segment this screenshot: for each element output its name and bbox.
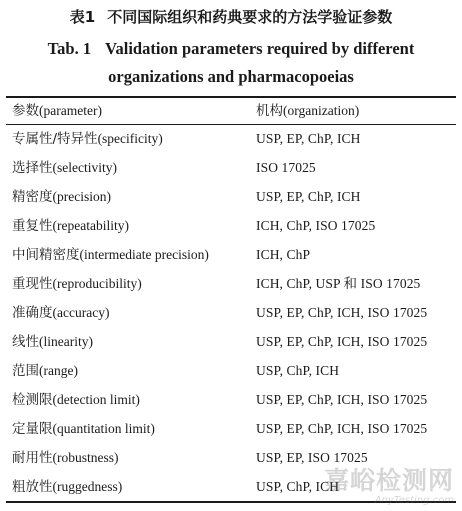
watermark-en: AnyTesting.com (374, 495, 454, 506)
parameter-name-en: (specificity) (97, 131, 163, 146)
parameter-name-en: (selectivity) (52, 160, 117, 175)
header-organization (256, 97, 359, 125)
parameter-name-zh: 重复性 (12, 218, 53, 234)
parameter-name-en: (robustness) (52, 450, 119, 465)
organization-cell: USP, ChP, ICH (256, 363, 340, 378)
table-row (6, 125, 456, 153)
parameter-name-zh: 精密度 (12, 189, 53, 205)
parameter-cell (12, 299, 109, 327)
parameter-name-en: (precision) (52, 189, 111, 204)
parameter-name-zh: 检测限 (12, 392, 53, 408)
table-number-zh: 表1 (69, 8, 96, 26)
parameter-name-zh: 定量限 (12, 421, 53, 437)
header-parameter-en: (parameter) (39, 103, 102, 118)
parameter-name-en: (intermediate precision) (79, 247, 209, 262)
parameter-cell (12, 415, 155, 443)
parameter-name-en: (quantitation limit) (52, 421, 155, 436)
organization-cell: ICH, ChP, ISO 17025 (256, 218, 376, 233)
organization-cell: ICH, ChP (256, 247, 311, 262)
organization-cell: USP, EP, ChP, ICH, ISO 17025 (256, 392, 428, 407)
parameter-name-en: (accuracy) (52, 305, 110, 320)
parameter-cell (12, 328, 93, 356)
parameter-name-zh: 准确度 (12, 305, 53, 321)
organization-cell: USP, EP, ChP, ICH (256, 189, 361, 204)
organization-cell: USP, EP, ChP, ICH, ISO 17025 (256, 421, 428, 436)
table-number-en: Tab. 1 (47, 39, 92, 58)
table-row (6, 212, 456, 240)
table-row (6, 473, 456, 501)
table-row (6, 357, 456, 385)
table-row (6, 386, 456, 414)
table-row (6, 299, 456, 327)
table-row (6, 328, 456, 356)
parameter-cell (12, 473, 122, 501)
header-parameter (12, 97, 102, 125)
parameter-cell (12, 154, 117, 182)
watermark-zh: 嘉峪检测网 (323, 466, 454, 495)
parameter-name-en: (repeatability) (52, 218, 129, 233)
table-row (6, 444, 456, 472)
table-row (6, 241, 456, 269)
parameter-name-zh: 粗放性 (12, 479, 53, 495)
parameter-cell (12, 444, 119, 472)
table-row (6, 183, 456, 211)
parameter-name-zh: 中间精密度 (12, 247, 80, 263)
parameter-name-zh: 线性 (12, 334, 39, 350)
parameter-name-zh: 重现性 (12, 276, 53, 292)
parameter-cell (12, 386, 140, 414)
parameter-name-en: (detection limit) (52, 392, 140, 407)
organization-cell: ICH, ChP, USP 和 ISO 17025 (256, 276, 421, 291)
header-organization-zh: 机构 (256, 103, 283, 119)
table-header-row (6, 97, 456, 125)
parameter-name-zh: 耐用性 (12, 450, 53, 466)
parameter-name-en: (reproducibility) (52, 276, 142, 291)
table-title-en-line1: Validation parameters required by different (105, 39, 415, 58)
parameter-name-en: (linearity) (39, 334, 93, 349)
parameter-name-en: (range) (39, 363, 78, 378)
table-caption-en-line2 (0, 65, 462, 89)
table-row (6, 270, 456, 298)
parameter-name-en: (ruggedness) (52, 479, 123, 494)
table-title-en-line2: organizations and pharmacopoeias (108, 67, 354, 86)
table-caption-en-line1 (0, 37, 462, 61)
parameter-cell (12, 125, 163, 153)
parameter-name-zh: 专属性/特异性 (12, 131, 98, 147)
parameter-name-zh: 范围 (12, 363, 39, 379)
table-bottom-rule (6, 501, 456, 503)
table-row (6, 415, 456, 443)
organization-cell: ISO 17025 (256, 160, 316, 175)
organization-cell: USP, EP, ChP, ICH (256, 131, 361, 146)
organization-cell: USP, EP, ISO 17025 (256, 450, 368, 465)
organization-cell: USP, ChP, ICH (256, 479, 340, 494)
table-title-zh: 不同国际组织和药典要求的方法学验证参数 (107, 8, 393, 26)
organization-cell: USP, EP, ChP, ICH, ISO 17025 (256, 334, 428, 349)
parameter-cell (12, 357, 78, 385)
organization-cell: USP, EP, ChP, ICH, ISO 17025 (256, 305, 428, 320)
header-parameter-zh: 参数 (12, 103, 39, 119)
table-row (6, 154, 456, 182)
header-organization-en: (organization) (283, 103, 360, 118)
parameter-cell (12, 270, 142, 298)
parameter-cell (12, 183, 111, 211)
parameter-cell (12, 212, 129, 240)
table-caption-zh (0, 6, 462, 28)
parameter-cell (12, 241, 209, 269)
parameter-name-zh: 选择性 (12, 160, 53, 176)
